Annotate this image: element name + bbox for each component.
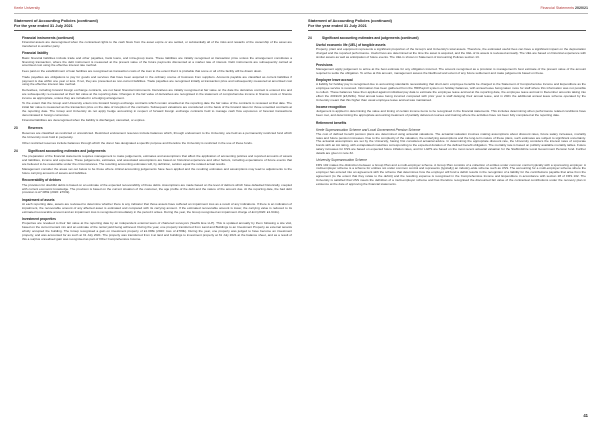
italic-subheading: University Superannuation Scheme: [316, 158, 367, 163]
paragraph: The preparation of the financial statements requires management to make judgements, estimates and assumptions that affect the application of accounting policies and reported amounts of assets and liabilities, income and expenses. These judgements, estimates, and associated assumptions are based on historical experience and other factors, including expectations of future events that are believed to be reasonable under the circumstances. The resulting accounting estimates will, by definition, seldom equal the related actual results.: [22, 153, 292, 166]
paragraph: Financial assets are derecognised when the contractual rights to the cash flows from the asset expire or are settled, or substantially all of the risks and rewards of the ownership of the asset are transferred to another party.: [22, 40, 292, 49]
section-title: Reserves: [28, 126, 43, 131]
paragraph: The cost of defined benefit pension plans are determined using actuarial valuations. The actuarial valuation involves making assumptions about discount rates, future salary increases, mortality rates and future pension increases. Due to the complexity of the valuation, the underlying assumptions and the long-term nature of these plans, such estimates are subject to significant uncertainty. The actuarial assumptions are set by the University, having first considered actuarial advice. In determining the appropriate discount rate, the University considers the interest rates of corporate bonds with an AA rating, with extrapolated maturities corresponding to the expected duration of the defined benefit obligation. The mortality rate is based on publicly available mortality tables. Future salary increases for KSS are based on expected future inflation rates, and for LGPS are based on the most recent actuarial valuation for the Staffordshire Local Government Pension fund. Further details are given in note 32.: [316, 131, 586, 155]
paragraph: Properties are revalued to their fair value at the reporting date by an independent external team of chartered surveyors (Savills Eve LLP). This is updated annually by them following a site visit, based on the current tenant mix and an estimate of the rental yield being achieved. During the year, one property transferred from Land and Buildings to an Investment Property as external tenants wholly occupied the building. The Group recognised a gain on investment property of £1.096k (2020: loss of £780k). During the year, one property was judged to have become an investment property, and was accounted for as such at 31 July 2021. The property was transferred from it at land and buildings to investment property at 31 July 2021 at the balance sheet, and as a result of this a surplus unrealised gain was recognised as part of Other Comprehensive Income.: [22, 221, 292, 241]
subheading: Financial instruments (continued): [22, 36, 75, 40]
paragraph: FRS 102 makes the distinction between a Group Plan and a multi-employer scheme. A Group Plan consists of a collection of entities under common control typically with a sponsoring employer. A multi-employer scheme is a scheme for entities not under common control and represents (typically) an industry-wide scheme such as USS. The accounting for a multi-employer scheme where the employer has entered into an agreement with the scheme that determines how the employer will fund a deficit results in the recognition of a liability for the contributions payable that arise from the agreement (to the extent that they relate to the deficit) and the resulting expense is recognised in the Comprehensive Income and Expenditure in accordance with section 28 of FRS 102. The University is satisfied that USS meets the definition of a multi-employer scheme and has therefore recognised the discounted fair value of the contractual contributions under the recovery plan in existence at the date of approving the financial statements.: [316, 162, 586, 186]
subheading: Impairment of assets: [22, 197, 55, 202]
paragraph: The provision for doubtful debts is based on an estimate of the expected recoverability of those debts. Assumptions are made based on the level of debtors which have defaulted historically, coupled with current economic knowledge. The provision is based on the current situation of the customer, the age profile of the debt and the nature of the amount due. At the reporting date, the bad debt provision is £7.086k (2020: £763k).: [22, 182, 292, 195]
paragraph: A liability for holiday pay is recognised due to accounting standards necessitating that short-term employee benefits be charged to the Statement of Comprehensive Income and Expenditure as the employee service is received. Information has been gathered from the HR/Payroll system on holiday balances, with annual leave being taken more for staff where this information was not possible to collect. These balances have then applied against individual pay data to estimate the employee leave accrual at the reporting date, the employee leave accrual in December amounts taking into effect the 2019/20 (£3,824k). Total annual leave being incurred compared with prior year is staff delaying their annual leave, and in 2021 the additional annual leave scheme operated by the University meant that this higher than usual employee leave accrual was maintained.: [316, 82, 586, 102]
paragraph: Basic financial liabilities include trade and other payables, bank loans, and intra-group loans. These liabilities are initially recognised at transaction price unless the arrangement constitutes a financing transaction, where the debt instrument is measured at the present value of the future payments discounted at a market rate of interest. Debt instruments are subsequently carried at amortised cost using the effective interest rate method.: [22, 55, 292, 68]
italic-subheading: Keele Superannuation Scheme and Local Government Pension Scheme: [316, 127, 421, 132]
page-number: 41: [583, 413, 588, 418]
statement-subtitle: For the year ended 31 July 2021: [14, 23, 73, 28]
subheading: Employee leave accrual: [316, 78, 353, 82]
subheading: Provisions: [316, 62, 333, 67]
subheading: Recoverability of debtors: [22, 178, 62, 183]
paragraph: Derivatives, including forward foreign exchange contracts, are not basic financial instruments. Derivatives are initially recognised at fair value on the date the derivative contract is entered into and are subsequently re-measured at their fair value at the reporting date. Changes in the fair value of derivatives are recognised in the statement of comprehensive income in finance costs or finance income as appropriate, unless they are included in a hedging arrangement.: [22, 87, 292, 100]
left-page: [14, 18, 292, 243]
subheading: Income recognition: [316, 105, 346, 110]
subheading: Useful economic life (UEL) of tangible assets: [316, 43, 386, 48]
institution-name: Keele University: [14, 6, 40, 10]
right-content: [308, 36, 586, 187]
paragraph: Reserves are classified as restricted or unrestricted. Restricted endowment reserves include balances which, through endowment to the University, are held as a permanently restricted fund which the University must hold in perpetuity.: [22, 131, 292, 140]
section-number: 24: [308, 36, 312, 40]
section-heading: [14, 126, 292, 131]
subheading: Financial liability: [22, 51, 49, 56]
paragraph: Management consider the areas set out below to be those where critical accounting judgements have been applied and the resulting estimates and assumptions may lead to adjustments to the future carrying amounts of assets and liabilities.: [22, 167, 292, 176]
statement-subtitle: For the year ended 31 July 2021: [308, 23, 367, 28]
paragraph: Financial liabilities are derecognised when the liability is discharged, cancelled, or expires.: [22, 118, 146, 123]
paragraph: Trade payables are obligations to pay for goods and services that have been acquired in the ordinary course of business from suppliers. Accounts payable are classified as current liabilities if payment is due within one year or less. If not, they are presented as non-current liabilities. Trade payables are recognised initially at transaction price and subsequently measured at amortised cost using the effective interest rate method.: [22, 74, 292, 87]
paragraph: Fees paid on the establishment of loan facilities are recognised as transaction costs of the loan to the extent that it is probable that some or all of the facility will be drawn down.: [22, 69, 263, 74]
paragraph: At each reporting date, assets are reviewed to determine whether there is any indicator that those assets have suffered an impairment loss as a result of any indications. If there is an indication of impairment, the recoverable amount of any affected asset is estimated and compared with its carrying amount. If the estimated recoverable amount is lower, the carrying value is reduced to its estimated recoverable amount and an impairment loss is recognised immediately in the period it arises. During the year, the Group recognised an impairment charge of £nil (2020: £1.941k).: [22, 201, 292, 214]
paragraph: To the extent that the Group and University enters into forward foreign exchange contracts which remain unsettled at the reporting date the fair value of the contracts is reviewed at that date. The initial fair value is measured as the transaction price on the date of inception of the contracts. Subsequent valuations are considered on the basis of the forward rates for those unsettled contracts at the reporting date. The Group and University do not apply hedge accounting in respect of forward foreign exchange contracts held to manage cash flow exposures of forecast transactions denominated in foreign currencies.: [22, 101, 292, 117]
statement-title: Statement of Accounting Policies (continued): [308, 18, 392, 23]
report-year: 2020/21: [575, 6, 588, 10]
section-number: 24: [14, 148, 18, 153]
paragraph: Judgement is applied in determining the value and timing of certain income items to be recognised in the financial statements. This includes determining when performance related conditions have been met, and determining the appropriate accounting treatment of partially delivered courses and training where the activities have not been fully completed at the reporting date.: [316, 109, 586, 118]
subheading: Investment properties: [22, 217, 56, 222]
section-heading: [14, 149, 292, 154]
section-number: 23: [14, 126, 18, 131]
section-title: Significant accounting estimates and judgements: [28, 148, 106, 153]
right-page: [308, 18, 586, 188]
report-title: [540, 6, 588, 10]
page-header: [0, 0, 600, 16]
report-title-text: Financial Statements: [540, 6, 575, 10]
subheading: Retirement benefits: [316, 120, 347, 125]
title-divider: [14, 30, 292, 31]
statement-title: Statement of Accounting Policies (continued): [14, 18, 98, 23]
title-divider: [308, 30, 586, 31]
paragraph: Other restricted reserves include balances through which the donor has designated a specific purpose and therefore the University is restricted in the use of these funds.: [22, 140, 253, 145]
section-heading: [308, 36, 586, 41]
paragraph: Management apply judgement to arrive at the best estimate for any obligation incurred. The amount recognised as a provision is management's best estimate of the present value of the amount required to settle the obligation. To arrive at this amount, management assess the likelihood and extent of any future settlement and make judgements based on these.: [316, 66, 586, 75]
left-content: [14, 36, 292, 242]
header-divider: [14, 13, 588, 14]
section-title: Significant accounting estimates and judgements (continued): [322, 36, 419, 40]
paragraph: Property, plant and equipment represents a significant proportion of the Group's and University's total assets. Therefore, the estimated useful lives can have a significant impact on the depreciation charged and the reported performance. Useful lives are determined at the time the asset is acquired, and the UEL of its assets is reviewed annually. The UEL are based on historical experience with similar assets as well as anticipation of future events. The UEL is shown in Statement of Accounting Policies section 13.: [316, 47, 586, 60]
